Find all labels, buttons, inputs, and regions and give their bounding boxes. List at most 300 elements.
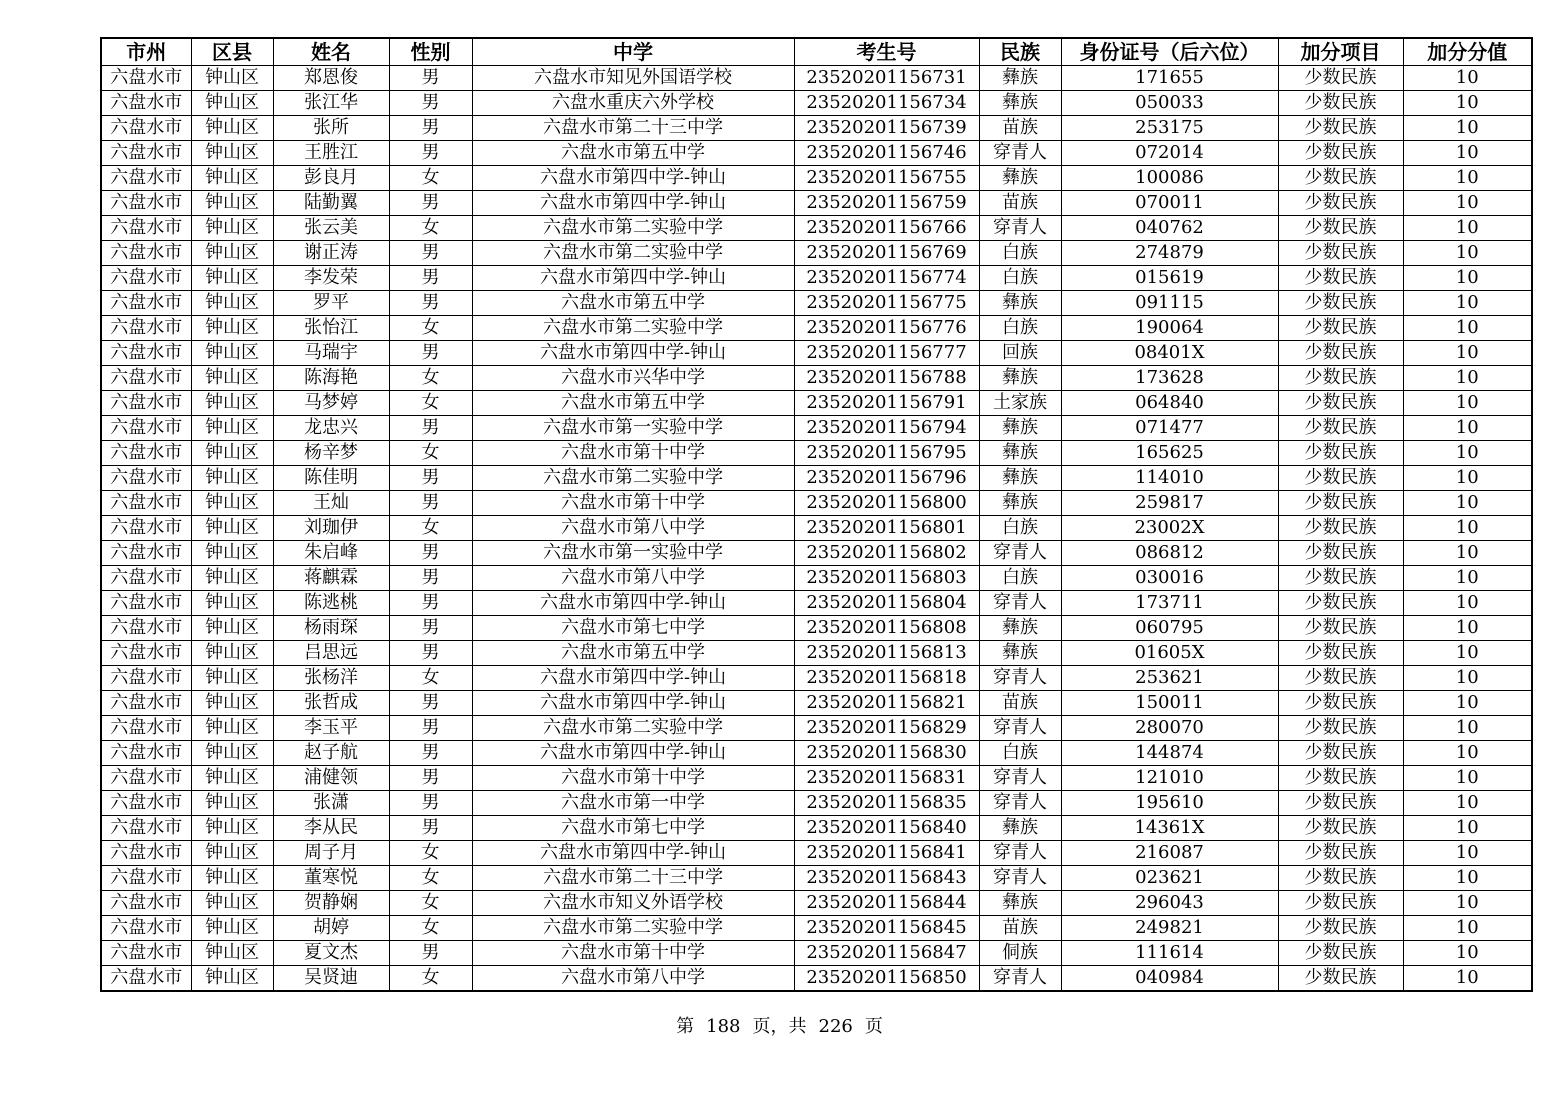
cell-district: 钟山区 <box>191 616 273 641</box>
cell-gender: 女 <box>389 441 472 466</box>
cell-school: 六盘水市第五中学 <box>472 141 794 166</box>
cell-district: 钟山区 <box>191 891 273 916</box>
table-row <box>101 716 1532 741</box>
cell-school: 六盘水市第二实验中学 <box>472 466 794 491</box>
cell-id-last-six: 216087 <box>1061 841 1278 866</box>
table-row <box>101 391 1532 416</box>
table-row <box>101 341 1532 366</box>
cell-bonus-item: 少数民族 <box>1278 241 1403 266</box>
cell-id-last-six: 08401X <box>1061 341 1278 366</box>
table-row <box>101 616 1532 641</box>
cell-district: 钟山区 <box>191 291 273 316</box>
cell-exam-number: 23520201156830 <box>794 741 979 766</box>
cell-id-last-six: 173628 <box>1061 366 1278 391</box>
cell-ethnicity: 回族 <box>979 341 1061 366</box>
cell-gender: 男 <box>389 691 472 716</box>
cell-district: 钟山区 <box>191 641 273 666</box>
cell-bonus-points: 10 <box>1403 691 1532 716</box>
cell-ethnicity: 白族 <box>979 566 1061 591</box>
table-row <box>101 966 1532 992</box>
cell-city: 六盘水市 <box>101 816 191 841</box>
cell-bonus-points: 10 <box>1403 866 1532 891</box>
table-row <box>101 741 1532 766</box>
cell-school: 六盘水市知见外国语学校 <box>472 66 794 91</box>
cell-bonus-points: 10 <box>1403 316 1532 341</box>
cell-district: 钟山区 <box>191 716 273 741</box>
cell-ethnicity: 穿青人 <box>979 141 1061 166</box>
cell-district: 钟山区 <box>191 591 273 616</box>
cell-school: 六盘水市第二实验中学 <box>472 216 794 241</box>
cell-exam-number: 23520201156803 <box>794 566 979 591</box>
cell-gender: 男 <box>389 416 472 441</box>
cell-bonus-points: 10 <box>1403 66 1532 91</box>
cell-ethnicity: 穿青人 <box>979 216 1061 241</box>
table-row <box>101 316 1532 341</box>
cell-ethnicity: 彝族 <box>979 291 1061 316</box>
cell-ethnicity: 白族 <box>979 741 1061 766</box>
cell-exam-number: 23520201156739 <box>794 116 979 141</box>
cell-exam-number: 23520201156746 <box>794 141 979 166</box>
cell-ethnicity: 彝族 <box>979 441 1061 466</box>
cell-district: 钟山区 <box>191 466 273 491</box>
cell-bonus-points: 10 <box>1403 666 1532 691</box>
cell-bonus-item: 少数民族 <box>1278 466 1403 491</box>
cell-school: 六盘水市第二十三中学 <box>472 866 794 891</box>
cell-name: 张杨洋 <box>273 666 389 691</box>
cell-gender: 男 <box>389 791 472 816</box>
cell-gender: 男 <box>389 116 472 141</box>
cell-bonus-points: 10 <box>1403 716 1532 741</box>
table-header <box>101 38 1532 66</box>
cell-city: 六盘水市 <box>101 391 191 416</box>
cell-school: 六盘水市第十中学 <box>472 766 794 791</box>
cell-city: 六盘水市 <box>101 691 191 716</box>
cell-bonus-points: 10 <box>1403 266 1532 291</box>
cell-gender: 男 <box>389 566 472 591</box>
cell-name: 王胜江 <box>273 141 389 166</box>
table-row <box>101 791 1532 816</box>
current-page-number: 188 <box>706 1016 741 1037</box>
cell-city: 六盘水市 <box>101 141 191 166</box>
cell-city: 六盘水市 <box>101 416 191 441</box>
cell-exam-number: 23520201156788 <box>794 366 979 391</box>
cell-school: 六盘水市第七中学 <box>472 816 794 841</box>
cell-district: 钟山区 <box>191 241 273 266</box>
cell-ethnicity: 穿青人 <box>979 716 1061 741</box>
table-row <box>101 516 1532 541</box>
cell-ethnicity: 彝族 <box>979 816 1061 841</box>
cell-bonus-points: 10 <box>1403 416 1532 441</box>
cell-bonus-item: 少数民族 <box>1278 341 1403 366</box>
table-row <box>101 491 1532 516</box>
cell-school: 六盘水市兴华中学 <box>472 366 794 391</box>
cell-gender: 男 <box>389 766 472 791</box>
table-row <box>101 666 1532 691</box>
cell-bonus-item: 少数民族 <box>1278 791 1403 816</box>
cell-city: 六盘水市 <box>101 716 191 741</box>
cell-bonus-item: 少数民族 <box>1278 416 1403 441</box>
cell-exam-number: 23520201156766 <box>794 216 979 241</box>
table-row <box>101 891 1532 916</box>
cell-district: 钟山区 <box>191 191 273 216</box>
table-row <box>101 566 1532 591</box>
cell-name: 张江华 <box>273 91 389 116</box>
cell-school: 六盘水市第四中学-钟山 <box>472 841 794 866</box>
cell-bonus-item: 少数民族 <box>1278 66 1403 91</box>
cell-ethnicity: 彝族 <box>979 616 1061 641</box>
cell-school: 六盘水市第四中学-钟山 <box>472 691 794 716</box>
cell-district: 钟山区 <box>191 841 273 866</box>
cell-ethnicity: 穿青人 <box>979 841 1061 866</box>
cell-city: 六盘水市 <box>101 466 191 491</box>
cell-name: 朱启峰 <box>273 541 389 566</box>
cell-exam-number: 23520201156777 <box>794 341 979 366</box>
table-body <box>101 66 1532 992</box>
cell-exam-number: 23520201156844 <box>794 891 979 916</box>
cell-school: 六盘水市第四中学-钟山 <box>472 191 794 216</box>
cell-city: 六盘水市 <box>101 291 191 316</box>
header-city: 市州 <box>101 38 191 66</box>
cell-bonus-item: 少数民族 <box>1278 641 1403 666</box>
cell-name: 郑恩俊 <box>273 66 389 91</box>
cell-name: 陈佳明 <box>273 466 389 491</box>
cell-exam-number: 23520201156808 <box>794 616 979 641</box>
cell-exam-number: 23520201156840 <box>794 816 979 841</box>
cell-exam-number: 23520201156791 <box>794 391 979 416</box>
cell-city: 六盘水市 <box>101 66 191 91</box>
cell-id-last-six: 060795 <box>1061 616 1278 641</box>
cell-school: 六盘水市第四中学-钟山 <box>472 166 794 191</box>
cell-gender: 男 <box>389 341 472 366</box>
cell-ethnicity: 彝族 <box>979 891 1061 916</box>
cell-id-last-six: 171655 <box>1061 66 1278 91</box>
cell-id-last-six: 14361X <box>1061 816 1278 841</box>
footer-mid: 页，共 <box>752 1016 807 1037</box>
cell-school: 六盘水市第十中学 <box>472 941 794 966</box>
cell-exam-number: 23520201156818 <box>794 666 979 691</box>
header-district: 区县 <box>191 38 273 66</box>
cell-district: 钟山区 <box>191 441 273 466</box>
cell-gender: 女 <box>389 916 472 941</box>
cell-district: 钟山区 <box>191 791 273 816</box>
cell-district: 钟山区 <box>191 141 273 166</box>
cell-bonus-item: 少数民族 <box>1278 891 1403 916</box>
cell-id-last-six: 030016 <box>1061 566 1278 591</box>
cell-school: 六盘水市第四中学-钟山 <box>472 591 794 616</box>
cell-bonus-item: 少数民族 <box>1278 741 1403 766</box>
cell-bonus-points: 10 <box>1403 516 1532 541</box>
cell-school: 六盘水市第七中学 <box>472 616 794 641</box>
cell-bonus-points: 10 <box>1403 816 1532 841</box>
cell-bonus-points: 10 <box>1403 166 1532 191</box>
cell-school: 六盘水市第一实验中学 <box>472 541 794 566</box>
cell-name: 马梦婷 <box>273 391 389 416</box>
cell-city: 六盘水市 <box>101 941 191 966</box>
cell-name: 浦健领 <box>273 766 389 791</box>
cell-district: 钟山区 <box>191 316 273 341</box>
cell-exam-number: 23520201156775 <box>794 291 979 316</box>
cell-district: 钟山区 <box>191 816 273 841</box>
cell-id-last-six: 111614 <box>1061 941 1278 966</box>
cell-bonus-item: 少数民族 <box>1278 866 1403 891</box>
cell-ethnicity: 穿青人 <box>979 766 1061 791</box>
cell-exam-number: 23520201156734 <box>794 91 979 116</box>
cell-name: 李发荣 <box>273 266 389 291</box>
cell-ethnicity: 彝族 <box>979 366 1061 391</box>
cell-id-last-six: 040984 <box>1061 966 1278 992</box>
cell-school: 六盘水市第二实验中学 <box>472 316 794 341</box>
cell-bonus-points: 10 <box>1403 966 1532 992</box>
cell-district: 钟山区 <box>191 766 273 791</box>
cell-bonus-points: 10 <box>1403 916 1532 941</box>
cell-exam-number: 23520201156843 <box>794 866 979 891</box>
cell-id-last-six: 150011 <box>1061 691 1278 716</box>
cell-city: 六盘水市 <box>101 266 191 291</box>
cell-city: 六盘水市 <box>101 641 191 666</box>
cell-bonus-points: 10 <box>1403 241 1532 266</box>
cell-name: 陆勤翼 <box>273 191 389 216</box>
table-row <box>101 416 1532 441</box>
cell-id-last-six: 071477 <box>1061 416 1278 441</box>
cell-exam-number: 23520201156829 <box>794 716 979 741</box>
cell-gender: 男 <box>389 141 472 166</box>
cell-school: 六盘水市第二实验中学 <box>472 716 794 741</box>
cell-id-last-six: 173711 <box>1061 591 1278 616</box>
cell-name: 李玉平 <box>273 716 389 741</box>
cell-gender: 女 <box>389 866 472 891</box>
total-page-count: 226 <box>818 1016 853 1037</box>
cell-gender: 女 <box>389 666 472 691</box>
cell-exam-number: 23520201156850 <box>794 966 979 992</box>
cell-city: 六盘水市 <box>101 441 191 466</box>
cell-bonus-item: 少数民族 <box>1278 391 1403 416</box>
cell-bonus-item: 少数民族 <box>1278 291 1403 316</box>
cell-ethnicity: 彝族 <box>979 66 1061 91</box>
cell-exam-number: 23520201156731 <box>794 66 979 91</box>
cell-ethnicity: 苗族 <box>979 916 1061 941</box>
cell-school: 六盘水市第五中学 <box>472 291 794 316</box>
table-row <box>101 866 1532 891</box>
cell-exam-number: 23520201156841 <box>794 841 979 866</box>
cell-bonus-points: 10 <box>1403 116 1532 141</box>
cell-bonus-points: 10 <box>1403 741 1532 766</box>
cell-ethnicity: 穿青人 <box>979 866 1061 891</box>
cell-ethnicity: 苗族 <box>979 191 1061 216</box>
cell-exam-number: 23520201156831 <box>794 766 979 791</box>
cell-bonus-item: 少数民族 <box>1278 716 1403 741</box>
cell-bonus-points: 10 <box>1403 641 1532 666</box>
cell-city: 六盘水市 <box>101 791 191 816</box>
cell-gender: 男 <box>389 91 472 116</box>
cell-district: 钟山区 <box>191 266 273 291</box>
cell-exam-number: 23520201156759 <box>794 191 979 216</box>
cell-bonus-points: 10 <box>1403 491 1532 516</box>
cell-bonus-points: 10 <box>1403 441 1532 466</box>
cell-district: 钟山区 <box>191 216 273 241</box>
cell-school: 六盘水市第十中学 <box>472 491 794 516</box>
cell-bonus-item: 少数民族 <box>1278 141 1403 166</box>
cell-name: 贺静娴 <box>273 891 389 916</box>
cell-name: 张哲成 <box>273 691 389 716</box>
table-row <box>101 266 1532 291</box>
table-row <box>101 116 1532 141</box>
header-name: 姓名 <box>273 38 389 66</box>
cell-district: 钟山区 <box>191 366 273 391</box>
cell-exam-number: 23520201156802 <box>794 541 979 566</box>
cell-name: 胡婷 <box>273 916 389 941</box>
cell-district: 钟山区 <box>191 66 273 91</box>
cell-bonus-item: 少数民族 <box>1278 516 1403 541</box>
cell-bonus-item: 少数民族 <box>1278 541 1403 566</box>
cell-gender: 男 <box>389 816 472 841</box>
cell-bonus-item: 少数民族 <box>1278 441 1403 466</box>
cell-bonus-item: 少数民族 <box>1278 316 1403 341</box>
cell-school: 六盘水市第二实验中学 <box>472 916 794 941</box>
table-row <box>101 191 1532 216</box>
cell-name: 赵子航 <box>273 741 389 766</box>
cell-name: 张潇 <box>273 791 389 816</box>
cell-school: 六盘水市知义外语学校 <box>472 891 794 916</box>
cell-ethnicity: 穿青人 <box>979 666 1061 691</box>
table-row <box>101 91 1532 116</box>
cell-city: 六盘水市 <box>101 116 191 141</box>
cell-school: 六盘水市第四中学-钟山 <box>472 741 794 766</box>
cell-name: 刘珈伊 <box>273 516 389 541</box>
cell-exam-number: 23520201156795 <box>794 441 979 466</box>
cell-district: 钟山区 <box>191 341 273 366</box>
cell-gender: 男 <box>389 241 472 266</box>
cell-district: 钟山区 <box>191 91 273 116</box>
cell-id-last-six: 253621 <box>1061 666 1278 691</box>
cell-city: 六盘水市 <box>101 166 191 191</box>
cell-city: 六盘水市 <box>101 866 191 891</box>
cell-exam-number: 23520201156774 <box>794 266 979 291</box>
header-bonus-points: 加分分值 <box>1403 38 1532 66</box>
cell-ethnicity: 土家族 <box>979 391 1061 416</box>
cell-ethnicity: 穿青人 <box>979 591 1061 616</box>
cell-city: 六盘水市 <box>101 841 191 866</box>
table-row <box>101 441 1532 466</box>
cell-id-last-six: 040762 <box>1061 216 1278 241</box>
cell-school: 六盘水市第二十三中学 <box>472 116 794 141</box>
header-bonus-item: 加分项目 <box>1278 38 1403 66</box>
cell-name: 张所 <box>273 116 389 141</box>
cell-id-last-six: 072014 <box>1061 141 1278 166</box>
cell-bonus-item: 少数民族 <box>1278 116 1403 141</box>
cell-gender: 女 <box>389 316 472 341</box>
cell-gender: 男 <box>389 591 472 616</box>
cell-exam-number: 23520201156847 <box>794 941 979 966</box>
cell-district: 钟山区 <box>191 866 273 891</box>
cell-school: 六盘水市第四中学-钟山 <box>472 341 794 366</box>
cell-ethnicity: 穿青人 <box>979 966 1061 992</box>
cell-gender: 男 <box>389 491 472 516</box>
cell-exam-number: 23520201156800 <box>794 491 979 516</box>
cell-id-last-six: 259817 <box>1061 491 1278 516</box>
cell-exam-number: 23520201156755 <box>794 166 979 191</box>
cell-bonus-points: 10 <box>1403 341 1532 366</box>
header-id-last-six: 身份证号（后六位） <box>1061 38 1278 66</box>
cell-id-last-six: 296043 <box>1061 891 1278 916</box>
table-row <box>101 916 1532 941</box>
cell-school: 六盘水市第一实验中学 <box>472 416 794 441</box>
cell-ethnicity: 苗族 <box>979 691 1061 716</box>
cell-name: 吕思远 <box>273 641 389 666</box>
cell-district: 钟山区 <box>191 941 273 966</box>
cell-city: 六盘水市 <box>101 91 191 116</box>
cell-bonus-points: 10 <box>1403 466 1532 491</box>
cell-name: 罗平 <box>273 291 389 316</box>
cell-bonus-item: 少数民族 <box>1278 266 1403 291</box>
cell-id-last-six: 100086 <box>1061 166 1278 191</box>
cell-name: 张怡江 <box>273 316 389 341</box>
cell-bonus-item: 少数民族 <box>1278 566 1403 591</box>
cell-id-last-six: 023621 <box>1061 866 1278 891</box>
cell-gender: 男 <box>389 66 472 91</box>
cell-school: 六盘水市第一中学 <box>472 791 794 816</box>
cell-ethnicity: 彝族 <box>979 416 1061 441</box>
cell-name: 陈逃桃 <box>273 591 389 616</box>
table-row <box>101 541 1532 566</box>
cell-ethnicity: 彝族 <box>979 491 1061 516</box>
cell-name: 王灿 <box>273 491 389 516</box>
cell-school: 六盘水市第八中学 <box>472 566 794 591</box>
cell-bonus-item: 少数民族 <box>1278 766 1403 791</box>
cell-bonus-item: 少数民族 <box>1278 691 1403 716</box>
cell-city: 六盘水市 <box>101 341 191 366</box>
cell-district: 钟山区 <box>191 416 273 441</box>
table-row <box>101 641 1532 666</box>
footer-prefix: 第 <box>676 1016 695 1037</box>
cell-exam-number: 23520201156821 <box>794 691 979 716</box>
cell-ethnicity: 穿青人 <box>979 541 1061 566</box>
cell-name: 蒋麒霖 <box>273 566 389 591</box>
cell-gender: 女 <box>389 166 472 191</box>
cell-ethnicity: 白族 <box>979 266 1061 291</box>
cell-name: 周子月 <box>273 841 389 866</box>
table-row <box>101 691 1532 716</box>
cell-name: 张云美 <box>273 216 389 241</box>
cell-gender: 女 <box>389 216 472 241</box>
cell-name: 夏文杰 <box>273 941 389 966</box>
cell-id-last-six: 086812 <box>1061 541 1278 566</box>
cell-gender: 男 <box>389 291 472 316</box>
cell-bonus-item: 少数民族 <box>1278 966 1403 992</box>
cell-gender: 男 <box>389 641 472 666</box>
cell-district: 钟山区 <box>191 966 273 992</box>
cell-name: 彭良月 <box>273 166 389 191</box>
cell-gender: 男 <box>389 191 472 216</box>
cell-id-last-six: 195610 <box>1061 791 1278 816</box>
cell-city: 六盘水市 <box>101 916 191 941</box>
cell-bonus-points: 10 <box>1403 566 1532 591</box>
cell-exam-number: 23520201156794 <box>794 416 979 441</box>
cell-city: 六盘水市 <box>101 616 191 641</box>
cell-id-last-six: 114010 <box>1061 466 1278 491</box>
cell-ethnicity: 穿青人 <box>979 791 1061 816</box>
cell-id-last-six: 144874 <box>1061 741 1278 766</box>
table-row <box>101 291 1532 316</box>
cell-bonus-points: 10 <box>1403 216 1532 241</box>
cell-name: 马瑞宇 <box>273 341 389 366</box>
cell-ethnicity: 侗族 <box>979 941 1061 966</box>
cell-ethnicity: 苗族 <box>979 116 1061 141</box>
cell-gender: 女 <box>389 366 472 391</box>
cell-city: 六盘水市 <box>101 316 191 341</box>
cell-city: 六盘水市 <box>101 241 191 266</box>
cell-gender: 女 <box>389 391 472 416</box>
cell-id-last-six: 121010 <box>1061 766 1278 791</box>
